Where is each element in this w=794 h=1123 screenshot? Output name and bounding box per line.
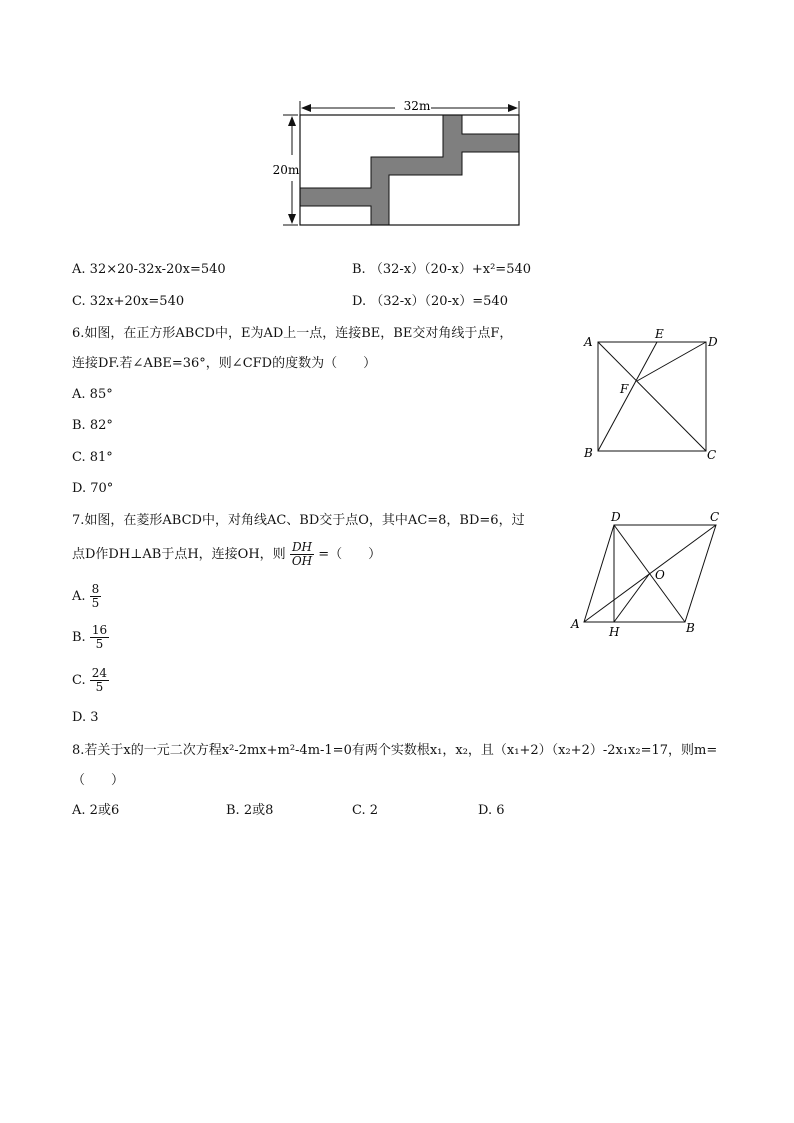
q8-option-c-letter: C.: [352, 803, 366, 818]
q7-option-a-numerator: 8: [91, 582, 100, 596]
q5-width-label: 32m: [403, 99, 431, 113]
q7-stem-line2: [72, 538, 381, 572]
q7-ratio-numerator: DH: [291, 540, 313, 554]
q5-option-c-text: 32x+20x=540: [89, 294, 185, 309]
q7-stem-line2-suffix: =（ ）: [318, 547, 382, 562]
q5-option-d: [352, 293, 508, 311]
q6-option-d: [72, 480, 113, 498]
q7-option-d-letter: D.: [72, 710, 87, 725]
q8-option-d: [478, 802, 505, 820]
q7-option-a-fraction: [90, 583, 102, 610]
q7-point-o: O: [655, 568, 665, 582]
q6-option-a-text: 85°: [89, 387, 113, 402]
q5-option-b-text: （32-x）（20-x）+x²=540: [369, 262, 532, 277]
q7-option-b-denominator: 5: [95, 637, 104, 651]
q8-option-c: [352, 802, 378, 820]
q6-option-c-text: 81°: [89, 450, 113, 465]
q8-option-a-letter: A.: [72, 803, 86, 818]
q8-option-b-letter: B.: [226, 803, 240, 818]
q7-point-c: C: [710, 510, 720, 524]
q8-stem-line1: 8.若关于x的一元二次方程x²-2mx+m²-4m-1=0有两个实数根x₁，x₂，且（x₁+2）（x₂+2）-2x₁x₂=17，则m=: [72, 743, 718, 758]
q7-option-c-numerator: 24: [91, 666, 108, 680]
q6-option-b: [72, 417, 113, 435]
q6-option-b-letter: B.: [72, 418, 86, 433]
q7-option-b-letter: B.: [72, 630, 86, 645]
q7-option-b-numerator: 16: [91, 623, 108, 637]
q7-option-c-letter: C.: [72, 673, 86, 688]
q7-point-h: H: [609, 625, 620, 639]
q7-point-b: B: [686, 621, 695, 635]
q7-option-b-fraction: [90, 624, 109, 651]
q7-option-d-text: 3: [90, 710, 99, 725]
q8-option-a: [72, 802, 119, 820]
q7-stem-line2-prefix: 点D作DH⊥AB于点H，连接OH，则: [72, 547, 286, 562]
q6-option-c-letter: C.: [72, 450, 86, 465]
q8-option-c-text: 2: [369, 803, 379, 818]
q6-option-a-letter: A.: [72, 387, 86, 402]
q7-ratio-fraction: [290, 541, 314, 568]
q6-stem-line1: 6.如图，在正方形ABCD中，E为AD上一点，连接BE，BE交对角线于点F，: [72, 326, 513, 341]
q8-option-b: [226, 802, 273, 820]
q7-option-b: [72, 621, 109, 655]
q5-option-a: [72, 261, 226, 279]
q5-option-b: [352, 261, 531, 279]
q8-stem-line2: （ ）: [72, 773, 125, 788]
q5-option-a-letter: A.: [72, 262, 86, 277]
q7-stem-line1: 7.如图，在菱形ABCD中，对角线AC、BD交于点O，其中AC=8，BD=6，过: [72, 513, 525, 528]
q7-option-a: [72, 580, 101, 614]
q5-height-label: 20m: [272, 163, 300, 177]
q5-road-figure: [265, 95, 535, 235]
q6-option-d-letter: D.: [72, 481, 87, 496]
q6-point-c: C: [707, 448, 717, 462]
q7-point-a: A: [571, 617, 580, 631]
q6-point-b: B: [584, 446, 593, 460]
q7-option-a-denominator: 5: [91, 596, 100, 610]
q6-option-d-text: 70°: [90, 481, 114, 496]
q8-option-a-text: 2或6: [89, 803, 120, 818]
q6-point-d: D: [708, 335, 718, 349]
q5-option-c-letter: C.: [72, 294, 86, 309]
q8-option-d-letter: D.: [478, 803, 493, 818]
q6-option-c: [72, 449, 113, 467]
q6-point-f: F: [620, 382, 629, 396]
q7-option-c-fraction: [90, 667, 109, 694]
q5-option-a-text: 32×20-32x-20x=540: [89, 262, 226, 277]
q7-option-a-letter: A.: [72, 589, 86, 604]
q6-option-a: [72, 386, 113, 404]
q6-point-e: E: [655, 327, 664, 341]
q6-stem-line2: 连接DF.若∠ABE=36°，则∠CFD的度数为（ ）: [72, 356, 377, 371]
q6-point-a: A: [584, 335, 593, 349]
q5-option-b-letter: B.: [352, 262, 366, 277]
q7-option-c: [72, 664, 109, 698]
q7-ratio-denominator: OH: [291, 554, 313, 568]
q5-option-d-text: （32-x）（20-x）=540: [370, 294, 508, 309]
q5-option-c: [72, 293, 184, 311]
q8-option-b-text: 2或8: [243, 803, 274, 818]
q8-option-d-text: 6: [496, 803, 505, 818]
q7-point-d: D: [611, 510, 621, 524]
q5-option-d-letter: D.: [352, 294, 367, 309]
q7-rhombus-figure: [566, 505, 736, 645]
q6-square-figure: [578, 322, 728, 467]
q6-option-b-text: 82°: [89, 418, 113, 433]
q7-option-d: [72, 709, 99, 727]
q7-option-c-denominator: 5: [95, 680, 104, 694]
